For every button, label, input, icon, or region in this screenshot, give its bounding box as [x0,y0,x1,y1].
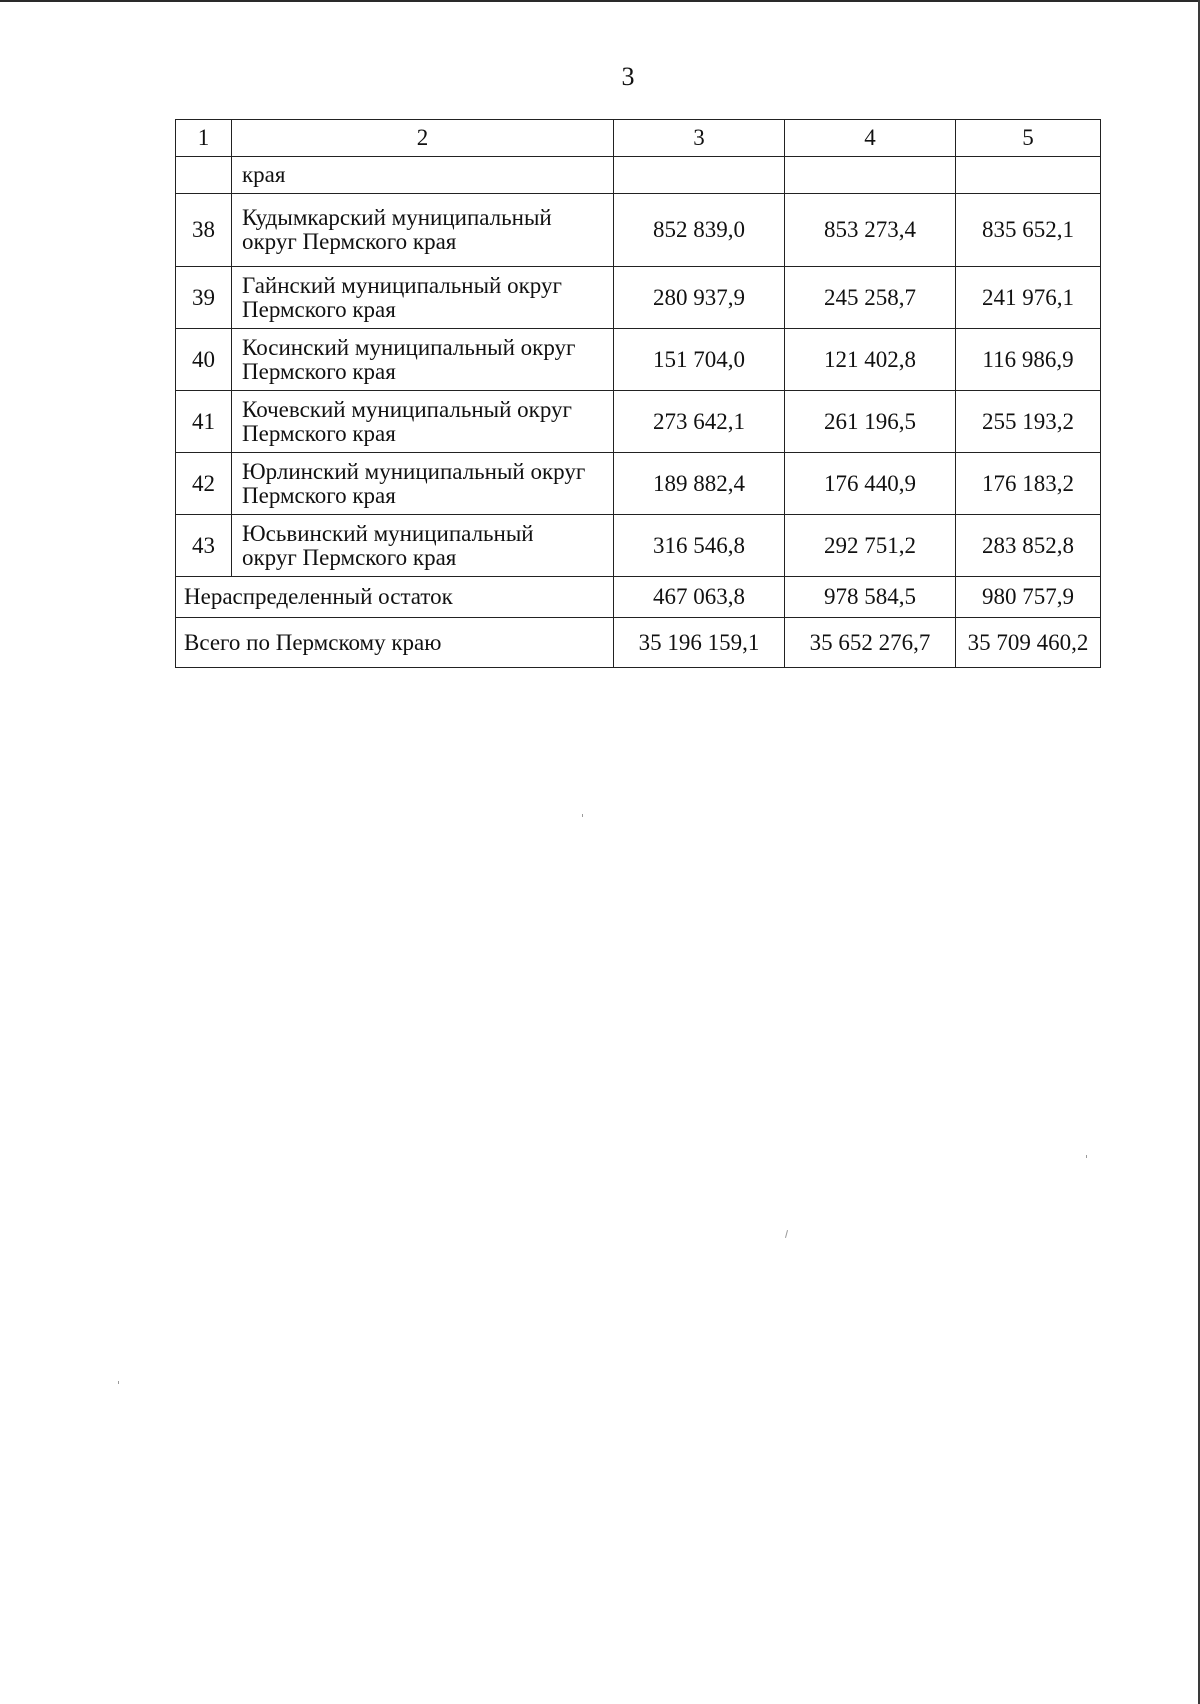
total-value-col3: 35 196 159,1 [614,618,785,668]
unallocated-value-col5: 980 757,9 [956,577,1101,618]
municipality-name-line2: округ Пермского края [242,544,457,570]
value-col4: 176 440,9 [785,453,956,515]
unallocated-value-col3: 467 063,8 [614,577,785,618]
municipality-name-line1: Кудымкарский муниципальный [242,205,552,230]
value-col3: 316 546,8 [614,515,785,577]
municipality-name-line2: Пермского края [242,482,396,508]
scan-speck [785,1230,788,1238]
value-col4: 292 751,2 [785,515,956,577]
value-col5: 116 986,9 [956,329,1101,391]
scan-speck [118,1381,119,1384]
municipality-name-line2: Пермского края [242,358,396,384]
scan-edge-top [0,0,1200,2]
row-number: 43 [176,515,232,577]
value-col3: 151 704,0 [614,329,785,391]
value-col4: 853 273,4 [785,194,956,267]
budget-distribution-table [175,119,1101,668]
table-row [176,515,1101,577]
municipality-name [232,453,614,515]
row-number: 40 [176,329,232,391]
municipality-name-line1: Косинский муниципальный округ [242,334,576,360]
municipality-name [232,515,614,577]
continuation-v3-cell [614,157,785,194]
row-number: 42 [176,453,232,515]
value-col5: 283 852,8 [956,515,1101,577]
total-value-col5: 35 709 460,2 [956,618,1101,668]
value-col3: 852 839,0 [614,194,785,267]
value-col5: 176 183,2 [956,453,1101,515]
row-number: 39 [176,267,232,329]
value-col3: 189 882,4 [614,453,785,515]
value-col4: 121 402,8 [785,329,956,391]
table-row [176,329,1101,391]
column-header-2: 2 [232,120,614,157]
total-value-col4: 35 652 276,7 [785,618,956,668]
municipality-name [232,391,614,453]
continuation-no-cell [176,157,232,194]
table-row [176,453,1101,515]
municipality-name-line2: округ Пермского края [242,229,457,254]
value-col3: 280 937,9 [614,267,785,329]
total-label: Всего по Пермскому краю [176,618,614,668]
unallocated-value-col4: 978 584,5 [785,577,956,618]
column-header-4: 4 [785,120,956,157]
value-col4: 245 258,7 [785,267,956,329]
municipality-name-line1: Юсьвинский муниципальный [242,520,534,546]
municipality-name [232,329,614,391]
municipality-name-line2: Пермского края [242,420,396,446]
continuation-v5-cell [956,157,1101,194]
total-row [176,618,1101,668]
page-number: 3 [621,62,635,91]
municipality-name [232,267,614,329]
municipality-name-line1: Кочевский муниципальный округ [242,396,572,422]
continuation-v4-cell [785,157,956,194]
continuation-name-cell: края [232,157,614,194]
value-col3: 273 642,1 [614,391,785,453]
column-header-5: 5 [956,120,1101,157]
table-header-row [176,120,1101,157]
value-col5: 241 976,1 [956,267,1101,329]
municipality-name-line1: Гайнский муниципальный округ [242,272,562,298]
table-row [176,194,1101,267]
table-row [176,391,1101,453]
municipality-name-line1: Юрлинский муниципальный округ [242,458,586,484]
column-header-3: 3 [614,120,785,157]
scan-speck [582,814,583,817]
municipality-name [232,194,614,267]
value-col4: 261 196,5 [785,391,956,453]
row-number: 38 [176,194,232,267]
row-number: 41 [176,391,232,453]
unallocated-remainder-label: Нераспределенный остаток [176,577,614,618]
value-col5: 835 652,1 [956,194,1101,267]
table-continuation-row [176,157,1101,194]
municipality-name-line2: Пермского края [242,296,396,322]
scan-speck [1086,1155,1087,1158]
table-row [176,267,1101,329]
unallocated-remainder-row [176,577,1101,618]
value-col5: 255 193,2 [956,391,1101,453]
column-header-1: 1 [176,120,232,157]
